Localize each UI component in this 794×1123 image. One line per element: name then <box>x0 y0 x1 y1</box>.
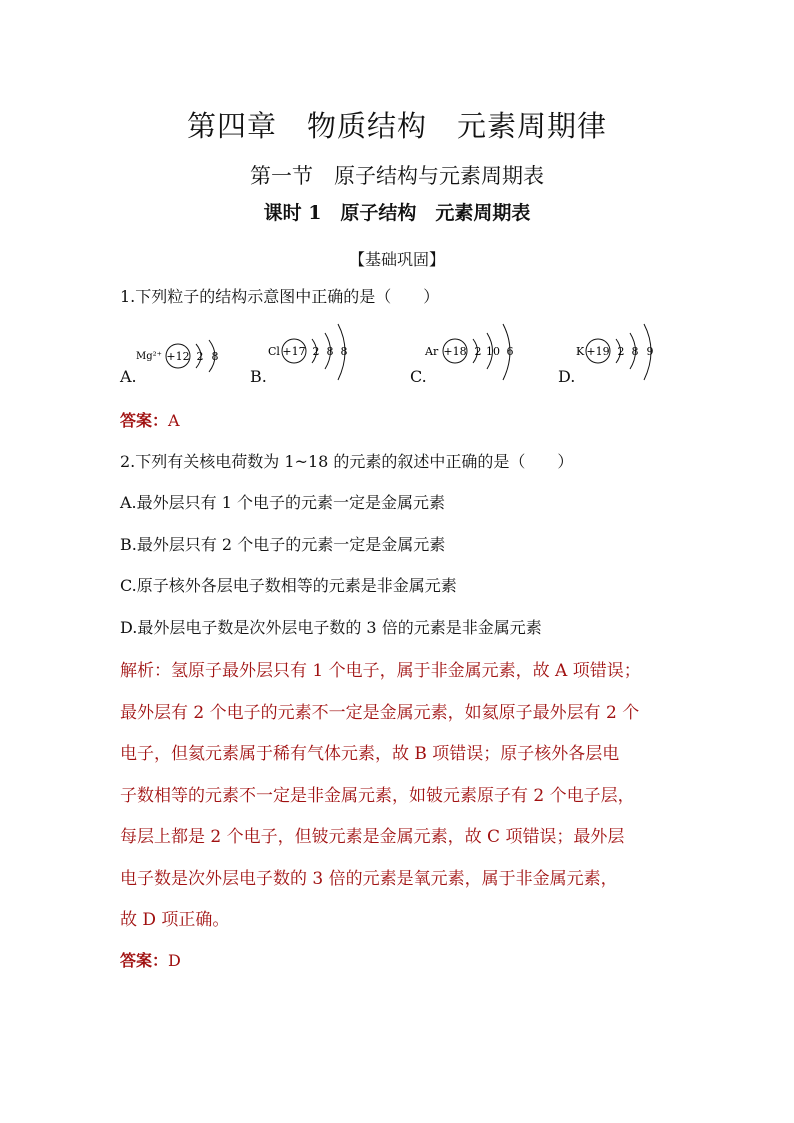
analysis-line: 电子数是次外层电子数的 3 倍的元素是氧元素，属于非金属元素， <box>120 869 618 889</box>
option-c-shell-count: 10 <box>486 345 500 358</box>
option-a-shell-count: 2 <box>196 350 204 363</box>
option-c-symbol: Ar <box>425 345 439 358</box>
answer-value: A <box>168 411 180 430</box>
analysis-line: 子数相等的元素不一定是非金属元素，如铍元素原子有 2 个电子层， <box>120 786 635 806</box>
option-b-diagram <box>268 316 368 386</box>
option-c-shell-count: 2 <box>474 345 482 358</box>
option-d-shell-count: 9 <box>646 345 654 358</box>
option-a-letter: A. <box>120 367 137 386</box>
option-d-shell-count: 2 <box>617 345 625 358</box>
lesson-title: 课时 1 原子结构 元素周期表 <box>263 202 531 224</box>
question-2-stem: 2.下列有关核电荷数为 1~18 的元素的叙述中正确的是（ ） <box>120 452 574 471</box>
analysis-line: 每层上都是 2 个电子，但铍元素是金属元素，故 C 项错误；最外层 <box>120 827 625 847</box>
option-b-letter: B. <box>250 367 267 386</box>
option-d-letter: D. <box>558 367 576 386</box>
question-2-option-b: B.最外层只有 2 个电子的元素一定是金属元素 <box>120 535 446 554</box>
question-2-answer <box>120 948 181 971</box>
section-title: 第一节 原子结构与元素周期表 <box>250 164 544 188</box>
option-c-diagram <box>425 316 535 386</box>
option-a-nucleus-charge: +12 <box>166 350 190 363</box>
option-b-shell-count: 2 <box>312 345 320 358</box>
option-b-shell-count: 8 <box>340 345 348 358</box>
option-d-shell-count: 8 <box>631 345 639 358</box>
question-2-option-a: A.最外层只有 1 个电子的元素一定是金属元素 <box>120 493 445 512</box>
option-a-diagram <box>136 320 236 390</box>
analysis-line: 解析：氢原子最外层只有 1 个电子，属于非金属元素，故 A 项错误； <box>120 661 641 681</box>
analysis-line: 电子，但氦元素属于稀有气体元素，故 B 项错误；原子核外各层电 <box>120 744 620 764</box>
question-2-option-c: C.原子核外各层电子数相等的元素是非金属元素 <box>120 576 457 595</box>
option-b-symbol: Cl <box>268 345 280 358</box>
answer-value: D <box>168 951 181 970</box>
question-2-option-d: D.最外层电子数是次外层电子数的 3 倍的元素是非金属元素 <box>120 618 542 637</box>
option-d-nucleus-charge: +19 <box>586 345 610 358</box>
option-d-diagram <box>576 316 676 386</box>
analysis-line: 最外层有 2 个电子的元素不一定是金属元素，如氦原子最外层有 2 个 <box>120 703 640 723</box>
option-c-letter: C. <box>410 367 427 386</box>
chapter-title: 第四章 物质结构 元素周期律 <box>186 109 607 143</box>
analysis-line: 故 D 项正确。 <box>120 910 230 930</box>
answer-label: 答案： <box>120 411 169 430</box>
option-c-nucleus-charge: +18 <box>443 345 467 358</box>
question-1-answer <box>120 408 180 431</box>
option-b-nucleus-charge: +17 <box>282 345 306 358</box>
section-label: 【基础巩固】 <box>348 250 445 269</box>
option-a-shell-count: 8 <box>211 350 219 363</box>
question-1-stem: 1.下列粒子的结构示意图中正确的是（ ） <box>120 287 440 306</box>
answer-label: 答案： <box>120 951 169 970</box>
option-b-shell-count: 8 <box>326 345 334 358</box>
option-c-shell-count: 6 <box>506 345 514 358</box>
option-a-symbol: Mg²⁺ <box>136 351 162 362</box>
option-d-symbol: K <box>576 345 585 358</box>
